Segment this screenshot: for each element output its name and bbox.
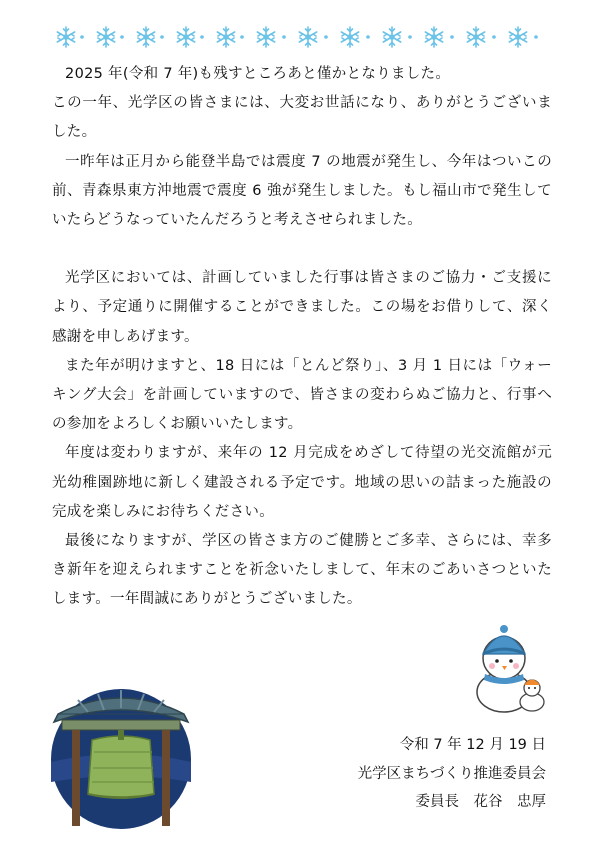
signatory-name: 委員長 花谷 忠厚 [415,794,546,810]
letter-body [52,60,552,615]
paragraph-closing: 最後になりますが、学区の皆さま方のご健勝とご多幸、さらには、幸多き新年を迎えられますことを祈念いたしまして、年末のごあいさつといたします。一年間誠にありがとうございました。 [52,533,552,608]
letter-date: 令和 7 年 12 月 19 日 [399,737,546,753]
snowflake-row [57,27,538,47]
paragraph-new-year-events: また年が明けますと、18 日には「とんど祭り」、3 月 1 日には「ウォーキング大会」を計画していますので、皆さまの変わらぬご協力と、行事への参加をよろしくお願いいたします。 [52,357,552,433]
snowman-illustration [466,622,550,714]
signature-block [358,731,546,817]
paragraph-events: 光学区においては、計画していました行事は皆さまのご協力・ご支援により、予定通りに開催することができました。この場をお借りして、深く感謝を申しあげます。 [52,270,552,345]
organization-name: 光学区まちづくり推進委員会 [357,765,546,782]
snowflake-border [52,22,552,52]
paragraph-community-center: 年度は変わりますが、来年の 12 月完成をめざして待望の光交流館が元光幼稚園跡地に新しく建設される予定です。地域の思いの詰まった施設の完成を楽しみにお待ちください。 [52,445,552,520]
paragraph-thanks: この一年、光学区の皆さまには、大変お世話になり、ありがとうございました。 [52,95,552,141]
paragraph-year-end: 2025 年(令和 7 年)も残すところあと僅かとなりました。 [65,66,451,82]
paragraph-gap [52,235,552,264]
temple-bell-illustration [48,682,194,832]
paragraph-earthquakes: 一昨年は正月から能登半島では震度 7 の地震が発生し、今年はついこの前、青森県東方沖地震で震度 6 強が発生しました。もし福山市で発生していたらどうなっていたんだろうと考えさせられました。 [52,153,552,229]
